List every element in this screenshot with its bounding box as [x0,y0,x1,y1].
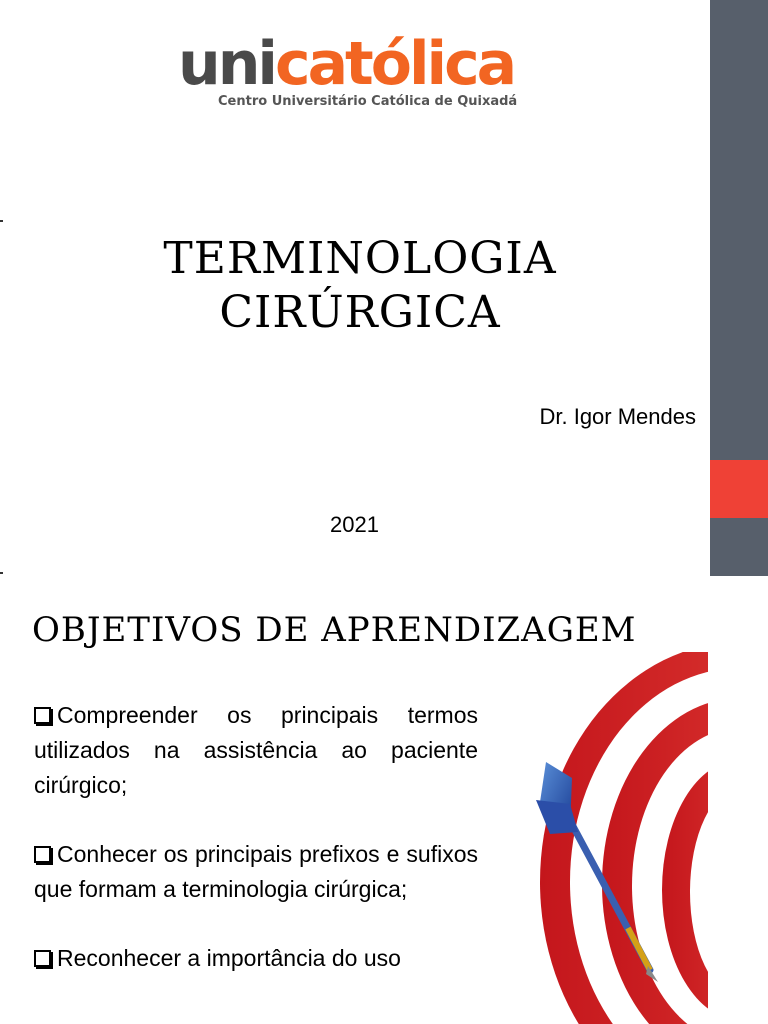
list-item: Compreender os principais termos utilizados na assistência ao paciente cirúrgico; [34,702,478,798]
checkbox-bullet-icon [34,950,51,967]
objectives-slide [0,576,768,1024]
logo-subtitle: Centro Universitário Católica de Quixadá [218,94,518,109]
logo-wordmark: unicatólica [178,29,515,99]
list-item: Reconhecer a importância do uso [34,941,478,976]
slide-edge-mark [0,572,3,574]
author-name: Dr. Igor Mendes [539,404,696,429]
checkbox-bullet-icon [34,846,51,863]
objectives-list [34,698,478,1010]
slide-edge-mark [0,220,3,222]
title-line-1: TERMINOLOGIA [163,233,557,284]
unicatolica-logo [178,29,548,116]
title-line-2: CIRÚRGICA [219,287,501,338]
checkbox-bullet-icon [34,707,51,724]
sidebar-accent [710,460,768,518]
presentation-title [60,232,660,340]
presentation-year: 2021 [330,512,379,537]
section-heading: OBJETIVOS DE APRENDIZAGEM [32,610,637,650]
dart-target-icon [500,652,712,1024]
list-item: Conhecer os principais prefixos e sufixos que formam a terminologia cirúrgica; [34,841,478,902]
